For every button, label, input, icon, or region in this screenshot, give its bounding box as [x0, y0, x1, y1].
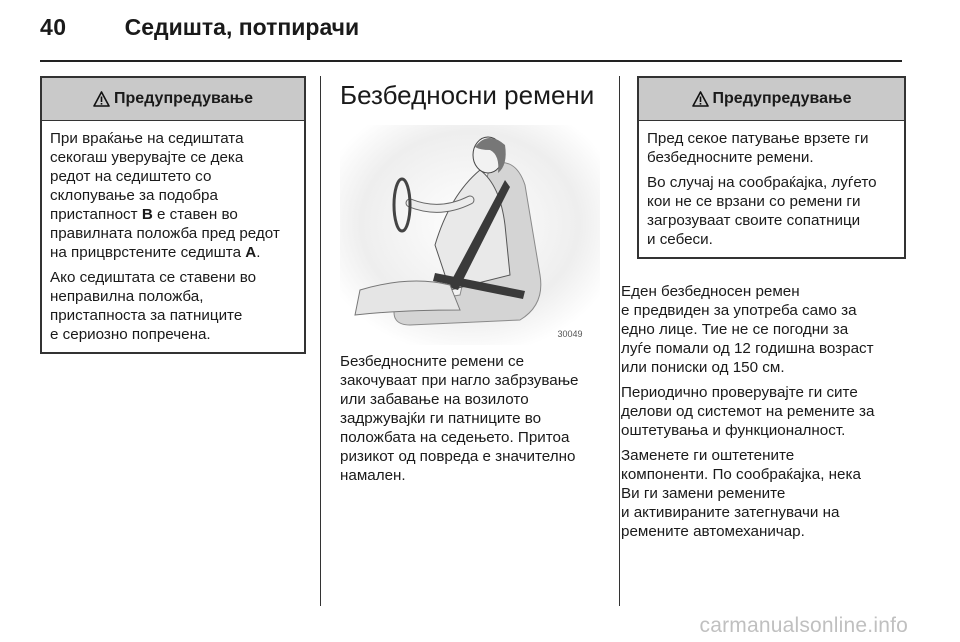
page-title: Седишта, потпирачи [124, 14, 360, 40]
figure-caption: Безбедносните ремени се закочуваат при нагло забрзување или забавање на возилото задржувајќи ги патниците во положбата на седењето. Притоа ризикот од повреда е значително намален. [340, 353, 579, 484]
warning-paragraph: Во случај на сообраќајка, луѓето кои не се врзани со ремени ги загрозуваат своите сопатници и себеси. [647, 174, 877, 248]
warning-paragraph: Ако седиштата се ставени во неправилна положба, пристапноста за патниците е сериозно попречена. [50, 269, 257, 343]
header-divider [40, 60, 902, 62]
warning-box-left [40, 76, 306, 354]
warning-heading-label: Предупредување [712, 90, 852, 107]
warning-triangle-icon [692, 91, 709, 107]
warning-body [639, 121, 904, 257]
body-text-right [621, 282, 921, 547]
body-paragraph: Периодично проверувајте ги сите делови од системот на ремените за оштетувања и функционалност. [621, 384, 875, 439]
column-divider-right [619, 76, 620, 606]
warning-heading-label: Предупредување [114, 90, 253, 107]
section-title: Безбедносни ремени [340, 80, 595, 110]
text-run: При враќање на седиштата секогаш уверувајте се дека редот на седиштето со склопување за подобра пристапност [50, 130, 244, 223]
watermark: carmanualsonline.info [699, 614, 908, 637]
text-run: . [256, 244, 261, 261]
text-run: е ставен во правилната положба пред редот на прицврстените седишта [50, 206, 280, 261]
warning-triangle-icon [93, 91, 110, 107]
figure-code: 30049 [557, 329, 583, 339]
body-paragraph: Заменете ги оштетените компоненти. По сообраќајка, нека Ви ги замени ремените и активираните затегнувачи на ремените автомеханичар. [621, 447, 861, 540]
seat-row-label-b: B [141, 206, 153, 223]
warning-paragraph: Пред секое патување врзете ги безбедносните ремени. [647, 130, 869, 166]
warning-heading [42, 78, 304, 121]
warning-heading [639, 78, 904, 121]
seatbelt-illustration [340, 125, 600, 345]
column-divider-left [320, 76, 321, 606]
page-number: 40 [40, 14, 67, 40]
seat-row-label-a: A [245, 244, 257, 261]
body-paragraph: Еден безбедносен ремен е предвиден за употреба само за едно лице. Тие не се погодни за луѓе помали од 12 годишна возраст или пониски од 150 см. [621, 283, 874, 376]
warning-paragraph [50, 129, 296, 262]
page-header [40, 14, 359, 50]
warning-box-right [637, 76, 906, 259]
warning-body [42, 121, 304, 352]
